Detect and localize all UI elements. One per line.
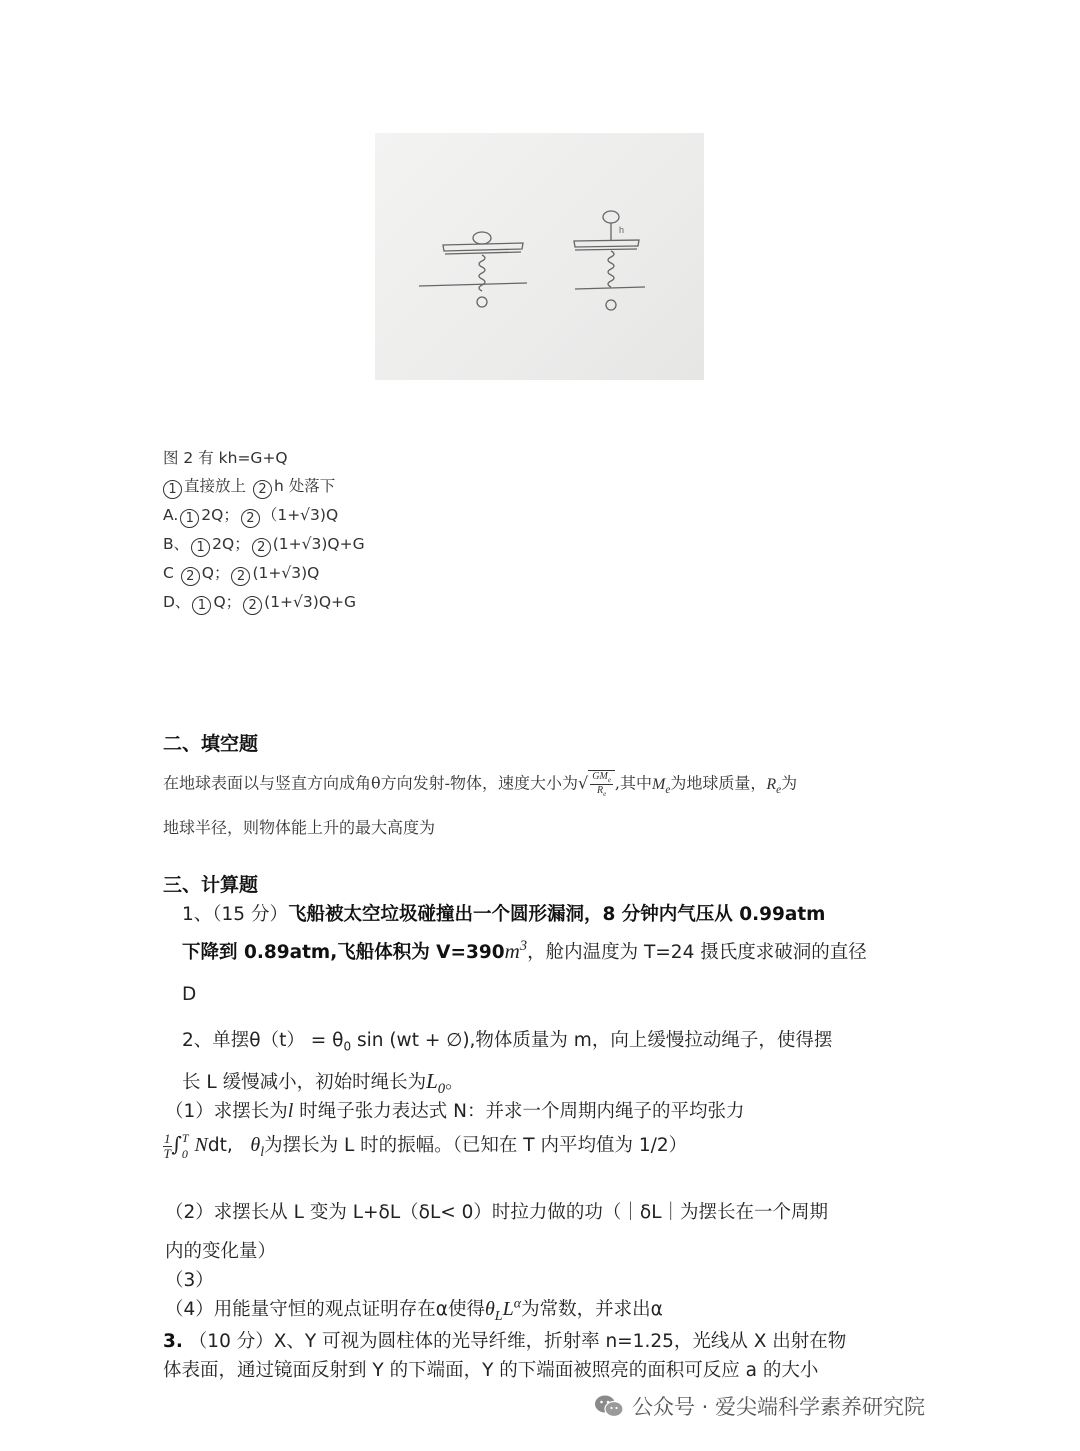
- question2-part3: （3）: [165, 1270, 214, 1291]
- earth-mass-symbol: $M_e$: [652, 775, 671, 796]
- theta-l-symbol: $\theta_l$: [250, 1134, 265, 1160]
- question2-text-a: 2、单摆θ（t） = θ: [182, 1030, 344, 1051]
- note-drop-h: h 处落下: [273, 477, 336, 495]
- wechat-watermark: [594, 1389, 925, 1423]
- one-over-t-fraction: $\frac{1}{T}$: [163, 1130, 171, 1161]
- section2-heading: 二、填空题: [163, 733, 259, 755]
- wechat-icon: [594, 1393, 624, 1419]
- circle-1-marker: 1: [192, 596, 211, 615]
- option-c-prefix: C: [163, 564, 174, 582]
- section2-paragraph-line1: [163, 770, 797, 798]
- question2-part1-dt: dt,: [207, 1135, 233, 1156]
- question1-text-a: 飞船被太空垃圾碰撞出一个圆形漏洞，8 分钟内气压从 0.99atm: [287, 904, 826, 925]
- note-line-1: 图 2 有 kh=G+Q: [163, 449, 288, 467]
- question1-line2: [182, 938, 867, 964]
- question2-part1-line1: [165, 1097, 744, 1123]
- circle-2-marker: 2: [253, 480, 272, 499]
- question2-part4-text-b: 为常数，并求出α: [521, 1299, 663, 1320]
- option-a-prefix: A.: [163, 506, 179, 524]
- question2-part2-line1: （2）求摆长从 L 变为 L+δL（δL< 0）时拉力做的功（｜δL｜为摆长在一个周期: [165, 1202, 829, 1223]
- figure-h-label: h: [619, 225, 625, 235]
- watermark-text: 公众号 · 爱尖端科学素养研究院: [632, 1395, 926, 1419]
- option-a: [163, 503, 338, 528]
- section3-heading: 三、计算题: [163, 874, 259, 896]
- option-b-part2: (1+√3)Q+G: [272, 535, 365, 553]
- option-d: [163, 590, 356, 615]
- option-c-part1: Q；: [201, 564, 230, 582]
- option-d-part1: Q；: [213, 593, 242, 611]
- earth-radius-symbol: $R_e$: [766, 775, 782, 796]
- question2-text-d: 。: [445, 1072, 464, 1093]
- note-line-2: [161, 474, 335, 499]
- tension-n-symbol: N: [194, 1134, 208, 1156]
- circle-2-marker: 2: [181, 567, 200, 586]
- option-c-part2: (1+√3)Q: [252, 564, 320, 582]
- question2-line1: 2、单摆$\theta(t) = \theta_0$ sin (wt + ∅),物体质量为 m，向上缓慢拉动绳子，使得摆: [182, 1030, 833, 1054]
- circle-1-marker: 1: [163, 480, 182, 499]
- question3-line1: [163, 1327, 846, 1353]
- option-a-part2: （1+√3)Q: [261, 506, 339, 524]
- question2-line2: [182, 1068, 464, 1098]
- theta-l-alpha-expression: $\theta_LL^\alpha$: [484, 1296, 522, 1324]
- option-c: [163, 561, 319, 586]
- question1-line3: D: [182, 984, 197, 1005]
- section2-p1-d: 为: [781, 773, 798, 793]
- circle-2-marker: 2: [241, 509, 260, 528]
- section2-p1-b: ,其中: [614, 773, 653, 793]
- circle-1-marker: 1: [180, 509, 199, 528]
- question3-number: 3.: [163, 1331, 183, 1352]
- option-d-part2: (1+√3)Q+G: [264, 593, 357, 611]
- question1-line1: [182, 900, 825, 926]
- integral-limits: T 0: [181, 1131, 189, 1161]
- question2-part1-line2: [163, 1130, 687, 1162]
- circle-1-marker: 1: [191, 538, 210, 557]
- question2-text-b: sin (wt + ∅),物体质量为 m，向上缓慢拉动绳子，使得摆: [351, 1030, 833, 1051]
- section2-p1-c: 为地球质量，: [670, 773, 767, 793]
- spring-figure-photo: [375, 133, 704, 380]
- option-d-prefix: D、: [163, 593, 191, 611]
- initial-length-symbol: $L_0$: [426, 1069, 446, 1098]
- circle-2-marker: 2: [252, 538, 271, 557]
- question2-part1-text-c: 为摆长为 L 时的振幅。（已知在 T 内平均值为 1/2）: [264, 1135, 688, 1156]
- question2-part2-line2: 内的变化量）: [165, 1241, 277, 1262]
- option-b: [163, 532, 365, 557]
- note-direct-place: 直接放上: [184, 477, 247, 495]
- cubic-meter-unit: $m^3$: [504, 938, 528, 963]
- question2-part4-text-a: （4）用能量守恒的观点证明存在α使得: [165, 1299, 485, 1320]
- question1-score: 1、（15 分）: [182, 904, 288, 925]
- length-l-symbol: l: [287, 1100, 294, 1122]
- question2-part4: [165, 1295, 663, 1325]
- question1-text-c: ，舱内温度为 T=24 摄氏度求破洞的直径: [527, 942, 867, 963]
- question2-part1-text-b: 时绳子张力表达式 N：并求一个周期内绳子的平均张力: [293, 1101, 745, 1122]
- section2-paragraph-line2: 地球半径，则物体能上升的最大高度为: [163, 818, 436, 837]
- circle-2-marker: 2: [231, 567, 250, 586]
- circle-2-marker: 2: [243, 596, 262, 615]
- option-b-prefix: B、: [163, 535, 190, 553]
- section2-p1-a: 在地球表面以与竖直方向成角θ方向发射-物体，速度大小为: [163, 773, 579, 793]
- question3-text-a: （10 分）X、Y 可视为圆柱体的光导纤维，折射率 n=1.25，光线从 X 出射在物: [188, 1331, 847, 1352]
- spring-diagram: [375, 133, 704, 380]
- velocity-formula: √ $\frac{GM_e}{R_e}$: [578, 770, 615, 798]
- question2-text-c: 长 L 缓慢减小，初始时绳长为: [182, 1072, 427, 1093]
- option-b-part1: 2Q；: [212, 535, 250, 553]
- question1-text-b: 下降到 0.89atm,飞船体积为 V=390: [182, 942, 505, 963]
- option-a-part1: 2Q；: [201, 506, 239, 524]
- question2-part1-text-a: （1）求摆长为: [165, 1101, 288, 1122]
- integral-symbol: ∫: [171, 1132, 182, 1156]
- question3-line2: 体表面，通过镜面反射到 Y 的下端面，Y 的下端面被照亮的面积可反应 a 的大小: [163, 1360, 819, 1381]
